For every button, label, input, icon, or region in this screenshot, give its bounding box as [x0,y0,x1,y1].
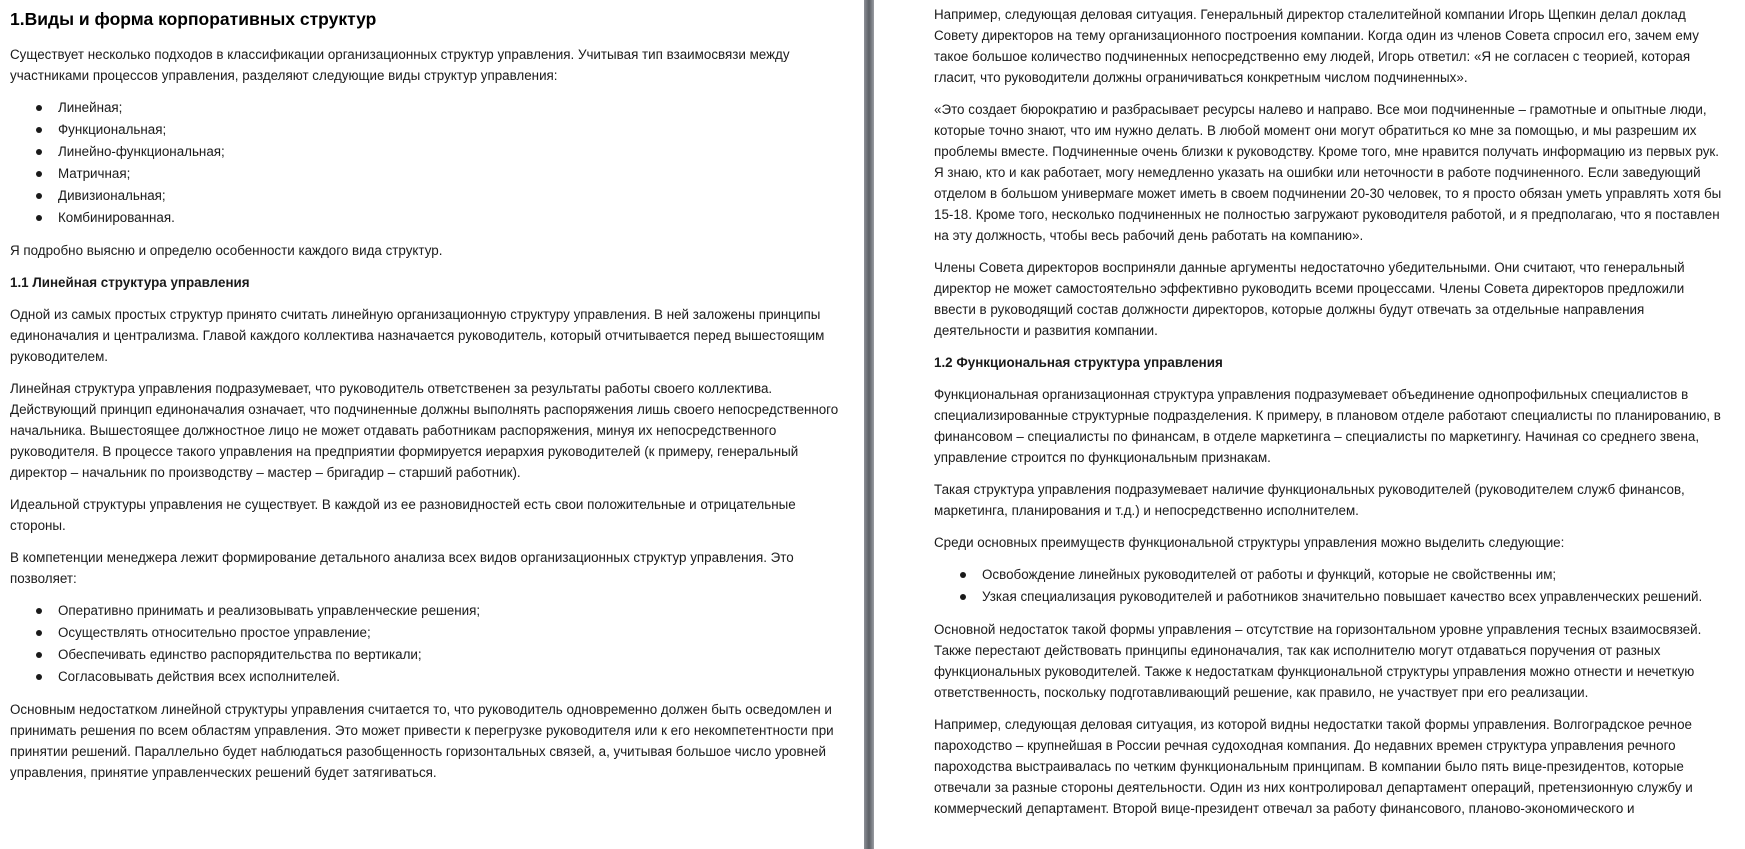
list-item: Освобождение линейных руководителей от работы и функций, которые не свойственны им; [982,564,1727,586]
paragraph: Идеальной структуры управления не существует. В каждой из ее разновидностей есть свои положительные и отрицательные стороны. [10,497,796,533]
intro-paragraph: Существует несколько подходов в классификации организационных структур управления. Учитывая тип взаимосвязи между участниками процессов управления, разделяют следующие виды структур управления: [10,47,790,83]
paragraph: Например, следующая деловая ситуация. Генеральный директор сталелитейной компании Игорь Щепкин делал доклад Совету директоров на тему организационного построения компании. Когда один из членов Совета спросил его, зачем ему такое большое количество подчиненных непосредственно ему людей, Игорь ответил: «Я не согласен с теорией, которая гласит, что руководители должны ограничиваться конкретным числом подчиненных». [934,7,1699,85]
paragraph: Основным недостатком линейной структуры управления считается то, что руководитель одновременно должен быть осведомлен и принимать решения по всем областям управления. Это может привести к перегрузке руководителя или к его некомпетентности при принятии решений. Параллельно будет наблюдаться разобщенность горизонтальных связей, а, учитывая большое число уровней управления, принятие управленческих решений будет затягиваться. [10,702,834,780]
linear-advantages-list [10,600,842,688]
paragraph: Одной из самых простых структур принято считать линейную организационную структуру управления. В ней заложены принципы единоначалия и централизма. Главой каждого коллектива назначается руководитель, который отчитывается перед вышестоящим руководителем. [10,307,825,364]
paragraph: Функциональная организационная структура управления подразумевает объединение однопрофильных специалистов в специализированные структурные подразделения. К примеру, в плановом отделе работают специалисты по планированию, в финансовом – специалисты по финансам, в отделе маркетинга – специалисты по маркетингу. Начиная со среднего звена, управление строится по функциональным признакам. [934,387,1721,465]
paragraph: В компетенции менеджера лежит формирование детального анализа всех видов организационных структур управления. Это позволяет: [10,550,794,586]
list-item: Обеспечивать единство распорядительства по вертикали; [58,644,842,666]
list-item: Функциональная; [58,119,842,141]
paragraph: Например, следующая деловая ситуация, из которой видны недостатки такой формы управления. Волгоградское речное пароходство – крупнейшая в России речная судоходная компания. До недавних времен структура управления речного пароходства выстраивалась по четким функциональным принципам. В компании было пять вице-президентов, которые отвечали за разные стороны деятельности. Один из них контролировал департамент операций, претензионную службу и коммерческий департамент. Второй вице-президент отвечал за работу финансового, планово-экономического и [934,717,1693,816]
paragraph: Основной недостаток такой формы управления – отсутствие на горизонтальном уровне управления тесных взаимосвязей. Также перестают действовать принципы единоначалия, так как исполнителю могут отдаваться поручения от разных функциональных руководителей. Также к недостаткам функциональной структуры управления можно отнести и нечеткую ответственность, поскольку подготавливающий решение, как правило, не участвует при его реализации. [934,622,1702,700]
section-heading-functional: 1.2 Функциональная структура управления [934,355,1223,370]
list-item: Комбинированная. [58,207,842,229]
intent-paragraph: Я подробно выясню и определю особенности каждого вида структур. [10,243,443,258]
structure-types-list [10,97,842,229]
list-item: Дивизиональная; [58,185,842,207]
paragraph: Члены Совета директоров восприняли данные аргументы недостаточно убедительными. Они считают, что генеральный директор не может самостоятельно эффективно руководить всеми процессами. Члены Совета директоров предложили ввести в руководящий состав должности директоров, которые должны будут отвечать за отдельные направления деятельности и развития компании. [934,260,1685,338]
functional-advantages-list [934,564,1727,608]
list-item: Линейно-функциональная; [58,141,842,163]
paragraph: «Это создает бюрократию и разбрасывает ресурсы налево и направо. Все мои подчиненные – грамотные и опытные люди, которые точно знают, что им нужно делать. В любой момент они могут обратиться ко мне за помощью, и мы разрешим их проблемы вместе. Подчиненные очень близки к руководству. Кроме того, мне нравится получать информацию из первых рук. Я знаю, кто и как работает, могу немедленно указать на ошибки или неточности в работе подчиненного. Если заведующий отделом в большом универмаге может иметь в своем подчинении 20-30 человек, то я просто обязан уметь управлять хотя бы 15-18. Кроме того, несколько подчиненных не полностью загружают руководителя работой, и я предполагаю, что я поставлен на эту должность, чтобы весь рабочий день работать на компанию». [934,102,1722,243]
right-page [874,0,1745,849]
list-item: Согласовывать действия всех исполнителей. [58,666,842,688]
section-heading-linear: 1.1 Линейная структура управления [10,275,250,290]
document-title: 1.Виды и форма корпоративных структур [10,9,377,29]
paragraph: Такая структура управления подразумевает наличие функциональных руководителей (руководителем служб финансов, маркетинга, планирования и т.д.) и непосредственно исполнителем. [934,482,1685,518]
list-item: Узкая специализация руководителей и работников значительно повышает качество всех управленческих решений. [982,586,1727,608]
page-divider [864,0,874,849]
list-item: Оперативно принимать и реализовывать управленческие решения; [58,600,842,622]
list-item: Матричная; [58,163,842,185]
left-page [0,0,864,849]
paragraph: Линейная структура управления подразумевает, что руководитель ответственен за результаты работы своего коллектива. Действующий принцип единоначалия означает, что подчиненные должны выполнять распоряжения лишь своего непосредственного начальника. Вышестоящее должностное лицо не может отдавать работникам распоряжения, минуя их непосредственного руководителя. В процессе такого управления на предприятии формируется иерархия руководителей (к примеру, генеральный директор – начальник по производству – мастер – бригадир – старший работник). [10,381,839,480]
list-item: Линейная; [58,97,842,119]
paragraph: Среди основных преимуществ функциональной структуры управления можно выделить следующие: [934,535,1565,550]
list-item: Осуществлять относительно простое управление; [58,622,842,644]
